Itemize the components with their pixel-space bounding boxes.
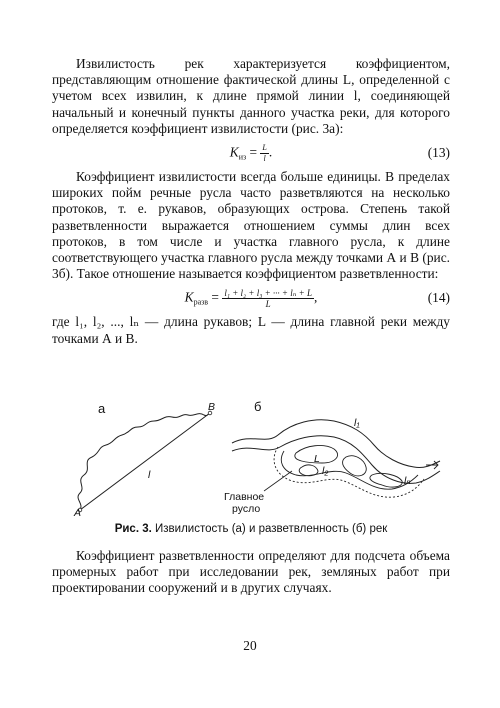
- formula-14: [52, 284, 450, 312]
- chord-l-label: l: [148, 469, 151, 481]
- point-a-label: A: [74, 507, 82, 519]
- main-channel-leader: [264, 471, 292, 491]
- caption-prefix: Рис. 3.: [114, 523, 152, 535]
- branch-ln-label: lₙ: [404, 475, 411, 487]
- paragraph-where: где l₁, l₂, ..., lₙ — длина рукавов; L — длина главной реки между точками А и В.: [52, 314, 450, 346]
- main-channel-label-line2: русло: [232, 503, 261, 515]
- island-4: [299, 465, 318, 476]
- page-body: [52, 56, 450, 347]
- figure-caption: [52, 523, 450, 535]
- paragraph-sinuosity: Извилистость рек характеризуется коэффициентом, представляющим отношение фактической длины L, определенной с учетом всех извилин, к длине прямой линии l, соединяющей начальный и конечный пункты данного участка реки, для которого определяется коэффициент извилистости (рис. 3а):: [52, 56, 450, 136]
- chord-line: [80, 413, 210, 510]
- branch-l2-label: l₂: [322, 465, 329, 477]
- river-flow-arrow: [426, 461, 438, 469]
- island-3: [370, 473, 402, 487]
- main-channel-label-line1: Главное: [224, 491, 265, 503]
- figure-label-b: б: [254, 399, 262, 414]
- point-b-label: B: [208, 401, 216, 413]
- main-river-L-label: L: [314, 453, 320, 465]
- equation-number-13: (13): [427, 145, 450, 161]
- closing-section: [52, 548, 450, 597]
- formula-14-fraction: $\frac{\text{l₁ + l₂ + l₃ + ··· + lₙ + L}}{L}$: [224, 288, 312, 310]
- branch-l1-label: l₁: [354, 417, 360, 429]
- caption-text: Извилистость (а) и разветвленность (б) рек: [151, 523, 388, 535]
- formula-13-expression: $K_{из}$ = $\frac{L}{l}$ .: [229, 143, 273, 164]
- formula-14-expression: $K_{разв}$ = $\frac{\text{l₁ + l₂ + l₃ + ··· + lₙ + L}}{L}$ ,: [184, 288, 318, 310]
- paragraph-usage: Коэффициент разветвленности определяют для подсчета объема промерных работ при исследовании рек, земляных работ при проектировании сооружений и в других случаях.: [52, 548, 450, 596]
- page-number: 20: [243, 638, 257, 653]
- equation-number-14: (14): [427, 290, 450, 306]
- formula-13-fraction: $\frac{L}{l}$: [262, 143, 267, 164]
- paragraph-branching: Коэффициент извилистости всегда больше единицы. В пределах широких пойм речные русла часто разветвляются на несколько протоков, т. е. рукавов, образующих острова. Степень такой разветвленности выражается отношением суммы длин всех протоков, в том числе и участка главного русла, к длине соответствующего участка главного русла между точками А и В (рис. 3б). Такое отношение называется коэффициентом разветвленности:: [52, 169, 450, 282]
- formula-13: [52, 139, 450, 167]
- figure-label-a: а: [98, 401, 106, 416]
- main-channel-upper: [232, 420, 440, 468]
